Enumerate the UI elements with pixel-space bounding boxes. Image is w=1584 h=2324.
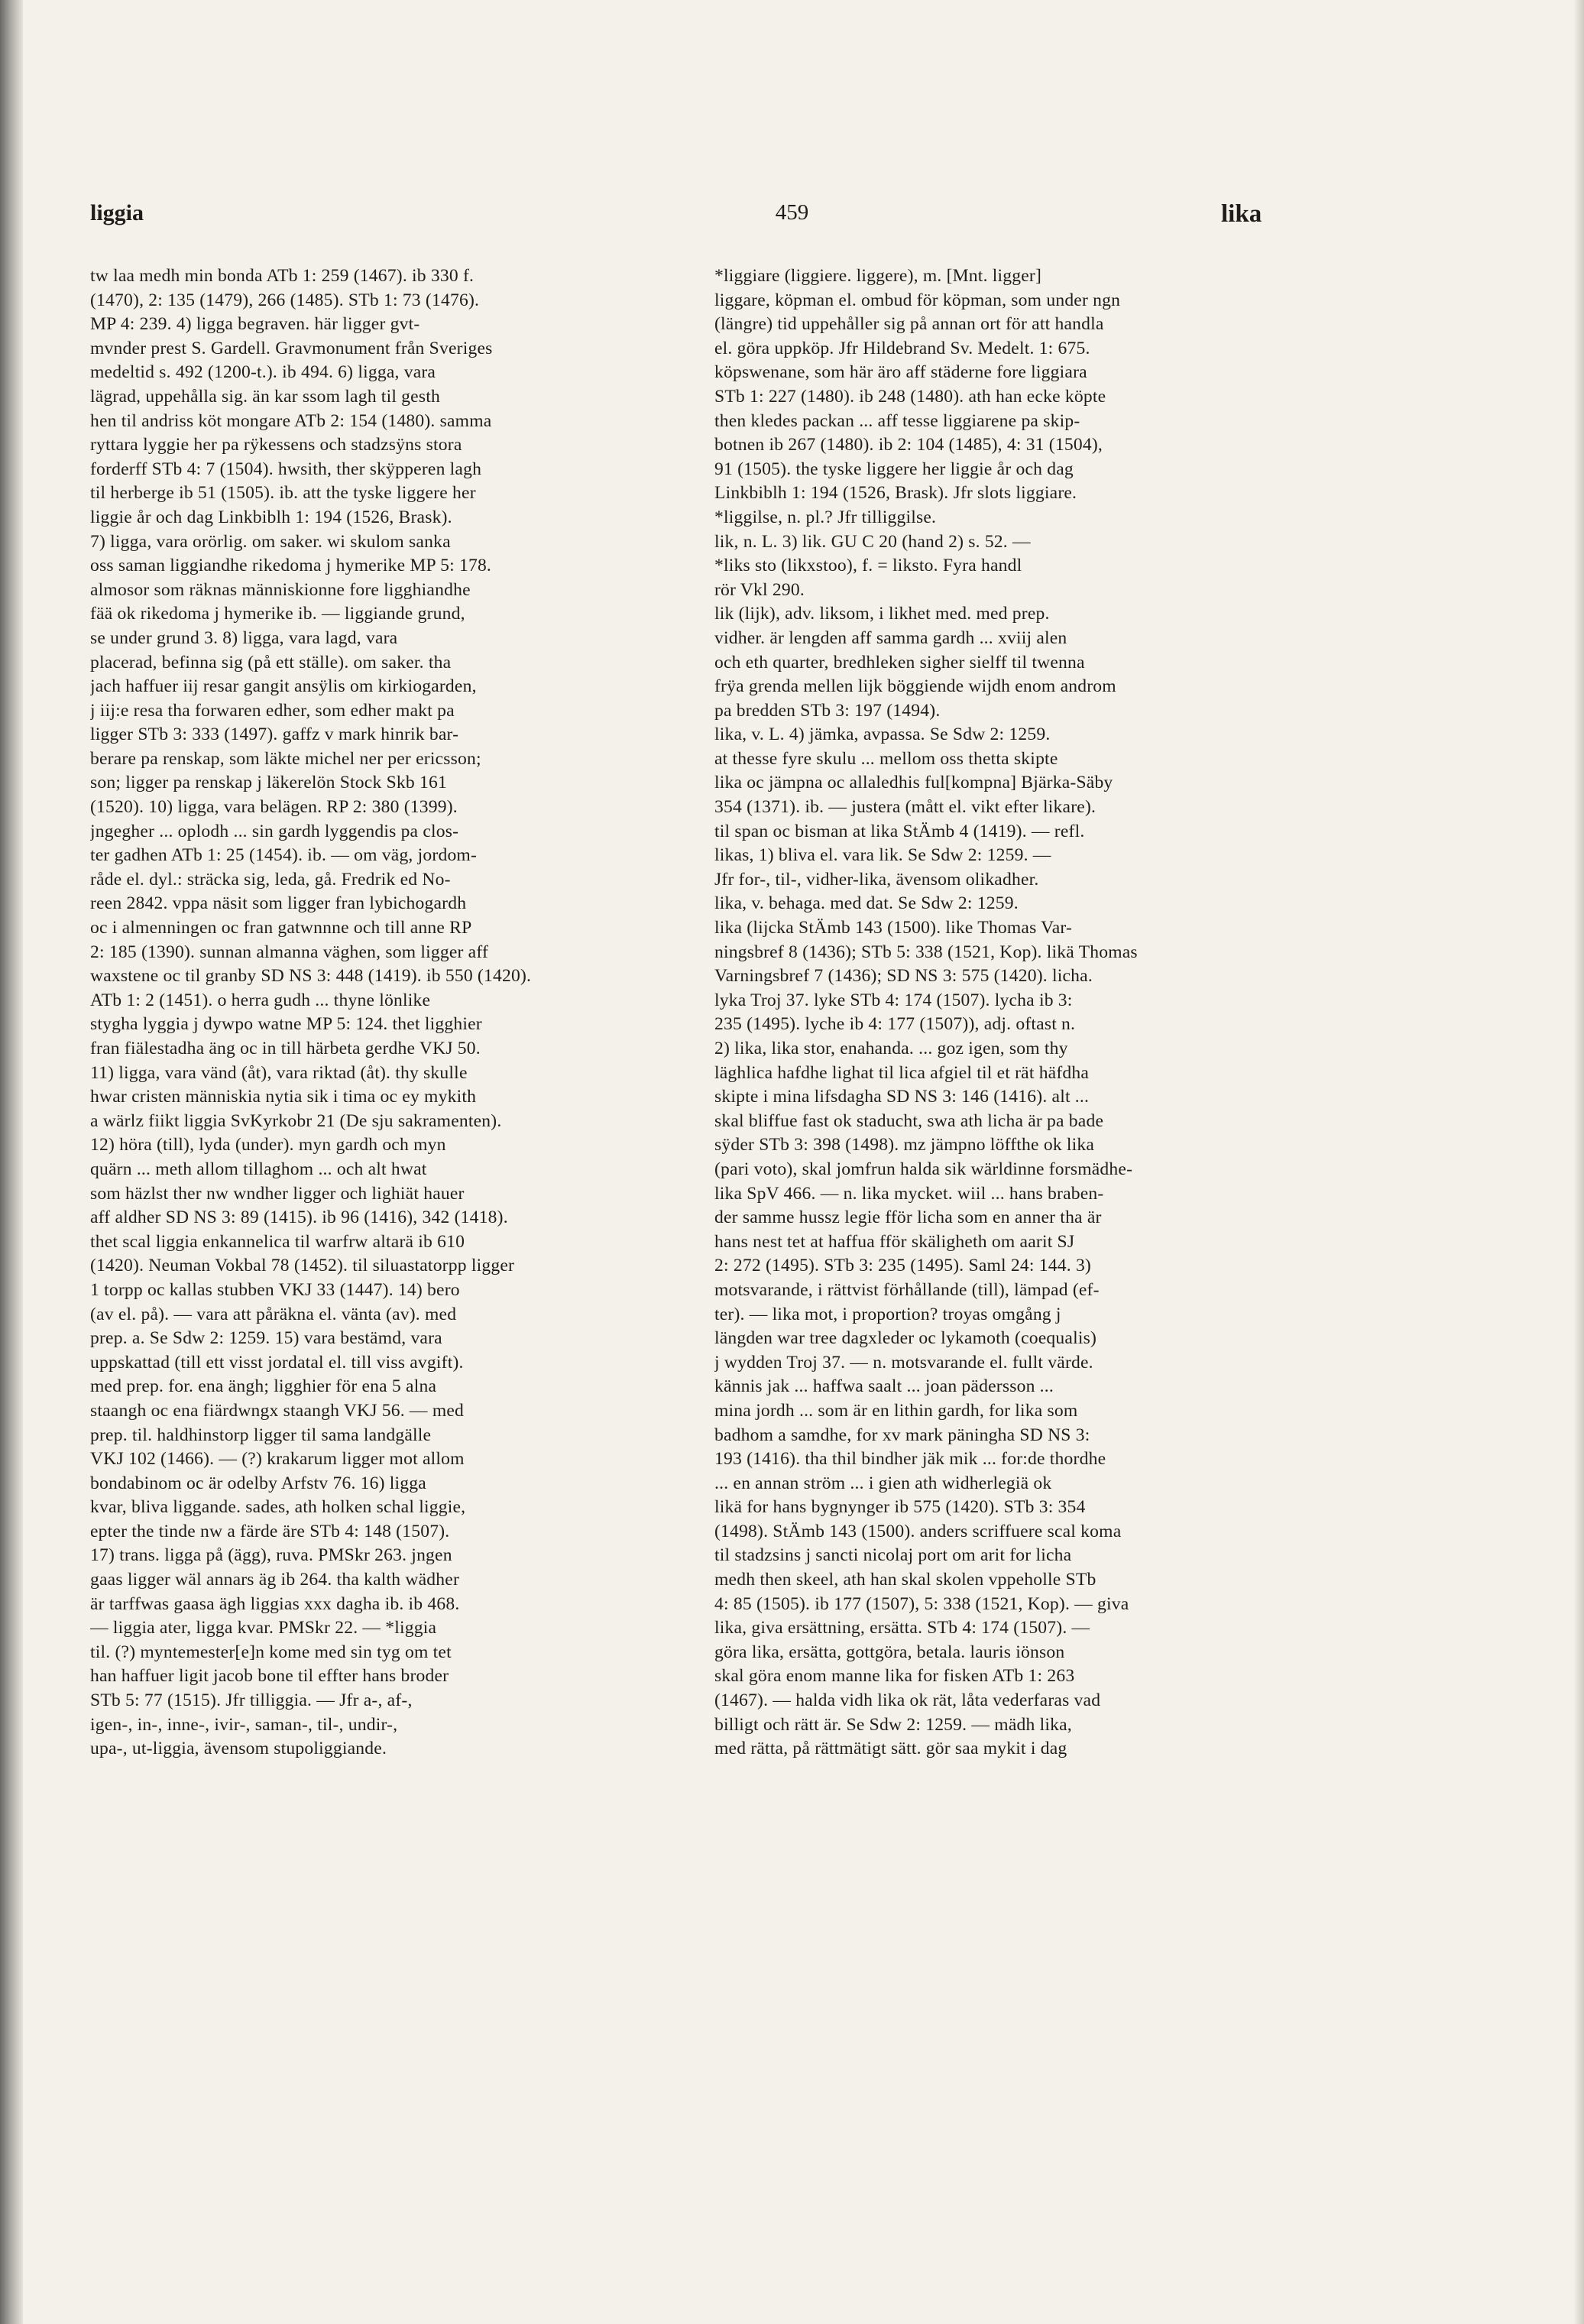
dictionary-text-line: läghlica hafdhe lighat til lica afgiel til et rät häfdha <box>714 1062 1090 1083</box>
dictionary-text-line: lik, n. L. 3) lik. GU C 20 (hand 2) s. 52. — <box>714 531 1031 552</box>
dictionary-text-line: ... en annan ström ... i gien ath widherlegiä ok <box>714 1473 1052 1493</box>
dictionary-text-line: berare pa renskap, som läkte michel ner per ericsson; <box>90 748 481 769</box>
dictionary-text-line: oc i almenningen oc fran gatwnnne och till anne RP <box>90 918 472 938</box>
dictionary-text-line: *liks sto (likxstoo), f. = liksto. Fyra handl <box>714 556 1022 576</box>
dictionary-text-line: frÿa grenda mellen lijk böggiende wijdh enom androm <box>714 676 1116 697</box>
dictionary-text-line: prep. a. Se Sdw 2: 1259. 15) vara bestämd, vara <box>90 1328 442 1349</box>
dictionary-text-line: waxstene oc til granby SD NS 3: 448 (1419). ib 550 (1420). <box>90 966 532 987</box>
dictionary-text-line: jngegher ... oplodh ... sin gardh lyggendis pa clos- <box>90 821 459 841</box>
dictionary-text-line: se under grund 3. 8) ligga, vara lagd, vara <box>90 627 398 648</box>
dictionary-text-line: botnen ib 267 (1480). ib 2: 104 (1485), 4: 31 (1504), <box>714 435 1103 455</box>
dictionary-text-line: med rätta, på rättmätigt sätt. gör saa mykit i dag <box>714 1739 1067 1759</box>
dictionary-text-line: stygha lyggia j dywpo watne MP 5: 124. thet ligghier <box>90 1014 482 1035</box>
dictionary-text-line: hwar cristen människia nytia sik i tima oc ey mykith <box>90 1087 477 1107</box>
dictionary-text-line: ter). — lika mot, i proportion? troyas omgång j <box>714 1304 1061 1324</box>
dictionary-text-line: uppskattad (till ett visst jordatal el. till viss avgift). <box>90 1352 464 1373</box>
dictionary-text-line: upa-, ut-liggia, ävensom stupoliggiande. <box>90 1739 387 1759</box>
dictionary-text-line: jach haffuer iij resar gangit ansÿlis om kirkiogarden, <box>90 676 477 697</box>
dictionary-text-line: likas, 1) bliva el. vara lik. Se Sdw 2: 1259. — <box>714 845 1051 866</box>
left-column <box>90 264 679 1762</box>
dictionary-text-line: skal bliffue fast ok staducht, swa ath licha är pa bade <box>714 1110 1104 1131</box>
dictionary-text-line: skipte i mina lifsdagha SD NS 3: 146 (1416). alt ... <box>714 1087 1090 1107</box>
dictionary-text-line: vidher. är lengden aff samma gardh ... xviij alen <box>714 627 1067 648</box>
dictionary-text-line: skal göra enom manne lika for fisken ATb 1: 263 <box>714 1666 1075 1687</box>
dictionary-text-line: badhom a samdhe, for xv mark päningha SD NS 3: <box>714 1425 1090 1445</box>
dictionary-text-line: Linkbiblh 1: 194 (1526, Brask). Jfr slots liggiare. <box>714 483 1077 504</box>
dictionary-text-line: til. (?) myntemester[e]n kome med sin tyg om tet <box>90 1642 452 1662</box>
dictionary-text-line: then kledes packan ... aff tesse liggiarene pa skip- <box>714 410 1080 431</box>
dictionary-text-line: tw laa medh min bonda ATb 1: 259 (1467). ib 330 f. <box>90 266 475 286</box>
dictionary-text-line: 193 (1416). tha thil bindher jäk mik ... for:de thordhe <box>714 1449 1106 1470</box>
dictionary-text-line: placerad, befinna sig (på ett ställe). om saker. tha <box>90 652 452 673</box>
dictionary-text-line: medeltid s. 492 (1200-t.). ib 494. 6) ligga, vara <box>90 362 436 383</box>
dictionary-text-line: *liggiare (liggiere. liggere), m. [Mnt. ligger] <box>714 266 1042 286</box>
dictionary-text-line: ryttara lyggie her pa rÿkessens och stadzsÿns stora <box>90 435 462 455</box>
dictionary-text-line: (1470), 2: 135 (1479), 266 (1485). STb 1: 73 (1476). <box>90 290 480 310</box>
dictionary-text-line: (1467). — halda vidh lika ok rät, låta vederfaras vad <box>714 1690 1101 1711</box>
dictionary-text-line: 354 (1371). ib. — justera (mått el. vikt efter likare). <box>714 797 1096 818</box>
dictionary-text-line: Jfr for-, til-, vidher-lika, ävensom olikadher. <box>714 869 1039 890</box>
dictionary-text-line: likä for hans bygnynger ib 575 (1420). STb 3: 354 <box>714 1497 1086 1518</box>
dictionary-text-line: och eth quarter, bredhleken sigher sielff til twenna <box>714 652 1085 673</box>
dictionary-text-line: kvar, bliva liggande. sades, ath holken schal liggie, <box>90 1497 466 1518</box>
dictionary-text-line: lika SpV 466. — n. lika mycket. wiil ... hans braben- <box>714 1183 1104 1204</box>
dictionary-text-line: prep. til. haldhinstorp ligger til sama landgälle <box>90 1425 432 1445</box>
dictionary-text-line: a wärlz fiikt liggia SvKyrkobr 21 (De sju sakramenten). <box>90 1110 502 1131</box>
dictionary-text-line: til stadzsins j sancti nicolaj port om arit for licha <box>714 1545 1072 1566</box>
dictionary-text-line: lika, v. L. 4) jämka, avpassa. Se Sdw 2: 1259. <box>714 724 1051 745</box>
dictionary-text-line: råde el. dyl.: sträcka sig, leda, gå. Fredrik ed No- <box>90 869 451 890</box>
dictionary-text-line: lägrad, uppehålla sig. än kar ssom lagh til gesth <box>90 386 440 407</box>
dictionary-text-line: quärn ... meth allom tillaghom ... och alt hwat <box>90 1159 427 1179</box>
dictionary-text-line: 2) lika, lika stor, enahanda. ... goz igen, som thy <box>714 1039 1068 1058</box>
dictionary-text-line: — liggia ater, ligga kvar. PMSkr 22. — *liggia <box>90 1618 437 1638</box>
dictionary-text-line: pa bredden STb 3: 197 (1494). <box>714 700 941 721</box>
dictionary-text-line: mvnder prest S. Gardell. Gravmonument från Sveriges <box>90 338 493 358</box>
dictionary-text-line: igen-, in-, inne-, ivir-, saman-, til-, undir-, <box>90 1714 398 1735</box>
dictionary-text-line: aff aldher SD NS 3: 89 (1415). ib 96 (1416), 342 (1418). <box>90 1207 508 1228</box>
dictionary-text-line: (av el. på). — vara att påräkna el. vänta (av). med <box>90 1304 457 1324</box>
dictionary-text-line: lika, v. behaga. med dat. Se Sdw 2: 1259. <box>714 893 1019 914</box>
dictionary-text-line: gaas ligger wäl annars äg ib 264. tha kalth wädher <box>90 1570 460 1590</box>
left-guide-word: liggia <box>90 200 144 225</box>
dictionary-text-line: lika, giva ersättning, ersätta. STb 4: 174 (1507). — <box>714 1618 1090 1638</box>
dictionary-text-line: der samme hussz legie fför licha som en anner tha är <box>714 1207 1102 1228</box>
dictionary-text-line: el. göra uppköp. Jfr Hildebrand Sv. Medelt. 1: 675. <box>714 338 1090 358</box>
dictionary-text-line: oss saman liggiandhe rikedoma j hymerike MP 5: 178. <box>90 556 492 576</box>
dictionary-text-line: reen 2842. vppa näsit som ligger fran lybichogardh <box>90 893 467 914</box>
dictionary-text-line: at thesse fyre skulu ... mellom oss thetta skipte <box>714 748 1058 769</box>
dictionary-text-line: 91 (1505). the tyske liggere her liggie år och dag <box>714 459 1074 479</box>
scan-page-edge <box>0 0 23 2324</box>
dictionary-text-line: staangh oc ena fiärdwngx staangh VKJ 56. — med <box>90 1400 465 1421</box>
dictionary-text-line: j iij:e resa tha forwaren edher, som edher makt pa <box>90 700 455 721</box>
dictionary-text-line: medh then skeel, ath han skal skolen vppeholle STb <box>714 1570 1096 1590</box>
dictionary-text-line: billigt och rätt är. Se Sdw 2: 1259. — mädh lika, <box>714 1714 1072 1735</box>
dictionary-text-line: lyka Troj 37. lyke STb 4: 174 (1507). lycha ib 3: <box>714 990 1073 1010</box>
dictionary-text-line: är tarffwas gaasa ägh liggias xxx dagha ib. ib 468. <box>90 1593 460 1614</box>
dictionary-text-line: til herberge ib 51 (1505). ib. att the tyske liggere her <box>90 483 476 504</box>
dictionary-text-line: med prep. for. ena ängh; ligghier för ena 5 alna <box>90 1376 437 1397</box>
dictionary-text-line: (1520). 10) ligga, vara belägen. RP 2: 380 (1399). <box>90 797 458 818</box>
dictionary-text-line: hans nest tet at haffua fför skäligheth om aarit SJ <box>714 1231 1075 1252</box>
dictionary-text-line: rör Vkl 290. <box>714 579 805 600</box>
right-guide-word: lika <box>1221 200 1262 228</box>
dictionary-text-line: kännis jak ... haffwa saalt ... joan pädersson ... <box>714 1376 1054 1397</box>
dictionary-text-line: sÿder STb 3: 398 (1498). mz jämpno löffthe ok lika <box>714 1135 1095 1156</box>
dictionary-text-line: (pari voto), skal jomfrun halda sik wärldinne forsmädhe- <box>714 1159 1133 1179</box>
dictionary-text-line: ATb 1: 2 (1451). o herra gudh ... thyne lönlike <box>90 990 431 1010</box>
dictionary-text-line: längden war tree dagxleder oc lykamoth (coequalis) <box>714 1328 1097 1349</box>
dictionary-text-line: hen til andriss köt mongare ATb 2: 154 (1480). samma <box>90 410 492 431</box>
dictionary-text-line: lika (lijcka StÄmb 143 (1500). like Thomas Var- <box>714 918 1073 938</box>
dictionary-text-line: bondabinom oc är odelby Arfstv 76. 16) ligga <box>90 1473 426 1493</box>
dictionary-text-line: 11) ligga, vara vänd (åt), vara riktad (åt). thy skulle <box>90 1062 468 1083</box>
dictionary-text-line: VKJ 102 (1466). — (?) krakarum ligger mot allom <box>90 1449 465 1470</box>
dictionary-text-line: ningsbref 8 (1436); STb 5: 338 (1521, Kop). likä Thomas <box>714 942 1138 962</box>
dictionary-text-line: Varningsbref 7 (1436); SD NS 3: 575 (1420). licha. <box>714 966 1093 987</box>
dictionary-text-line: fää ok rikedoma j hymerike ib. — liggiande grund, <box>90 604 465 624</box>
dictionary-text-line: 2: 272 (1495). STb 3: 235 (1495). Saml 24: 144. 3) <box>714 1256 1091 1276</box>
dictionary-text-line: thet scal liggia enkannelica til warfrw altarä ib 610 <box>90 1231 465 1252</box>
dictionary-text-line: ligger STb 3: 333 (1497). gaffz v mark hinrik bar- <box>90 724 459 745</box>
dictionary-text-line: fran fiälestadha äng oc in till härbeta gerdhe VKJ 50. <box>90 1039 481 1058</box>
dictionary-text-line: 12) höra (till), lyda (under). myn gardh och myn <box>90 1135 446 1156</box>
dictionary-text-line: motsvarande, i rättvist förhållande (till), lämpad (ef- <box>714 1279 1100 1300</box>
dictionary-text-line: STb 5: 77 (1515). Jfr tilliggia. — Jfr a-, af-, <box>90 1690 413 1711</box>
dictionary-text-line: ter gadhen ATb 1: 25 (1454). ib. — om väg, jordom- <box>90 845 478 866</box>
dictionary-text-line: 4: 85 (1505). ib 177 (1507), 5: 338 (1521, Kop). — giva <box>714 1593 1129 1614</box>
scan-page-edge-right <box>1573 0 1584 2324</box>
dictionary-text-line: son; ligger pa renskap j läkerelön Stock Skb 161 <box>90 773 447 793</box>
dictionary-text-line: MP 4: 239. 4) ligga begraven. här ligger gvt- <box>90 314 420 335</box>
dictionary-text-line: göra lika, ersätta, gottgöra, betala. lauris iönson <box>714 1642 1065 1662</box>
dictionary-text-line: han haffuer ligit jacob bone til effter hans broder <box>90 1666 449 1687</box>
dictionary-text-line: lika oc jämpna oc allaledhis ful[kompna] Bjärka-Säby <box>714 773 1113 793</box>
right-column <box>714 264 1303 1762</box>
page-header <box>0 200 1584 231</box>
dictionary-text-line: *liggilse, n. pl.? Jfr tilliggilse. <box>714 507 937 527</box>
dictionary-text-line: 2: 185 (1390). sunnan almanna väghen, som ligger aff <box>90 942 489 962</box>
dictionary-text-line: 1 torpp oc kallas stubben VKJ 33 (1447). 14) bero <box>90 1279 460 1300</box>
dictionary-text-line: 235 (1495). lyche ib 4: 177 (1507)), adj. oftast n. <box>714 1014 1076 1035</box>
dictionary-text-line: lik (lijk), adv. liksom, i likhet med. med prep. <box>714 604 1050 624</box>
dictionary-text-line: STb 1: 227 (1480). ib 248 (1480). ath han ecke köpte <box>714 386 1106 407</box>
dictionary-text-line: liggie år och dag Linkbiblh 1: 194 (1526, Brask). <box>90 507 452 527</box>
dictionary-text-line: 17) trans. ligga på (ägg), ruva. PMSkr 263. jngen <box>90 1545 452 1566</box>
dictionary-text-line: liggare, köpman el. ombud för köpman, som under ngn <box>714 290 1121 310</box>
dictionary-text-line: (1420). Neuman Vokbal 78 (1452). til siluastatorpp ligger <box>90 1256 515 1276</box>
dictionary-text-line: (1498). StÄmb 143 (1500). anders scriffuere scal koma <box>714 1521 1122 1541</box>
dictionary-text-line: forderff STb 4: 7 (1504). hwsith, ther skÿpperen lagh <box>90 459 482 479</box>
dictionary-text-line: köpswenane, som här äro aff städerne fore liggiara <box>714 362 1087 383</box>
dictionary-text-line: som häzlst ther nw wndher ligger och lighiät hauer <box>90 1183 465 1204</box>
dictionary-text-line: 7) ligga, vara orörlig. om saker. wi skulom sanka <box>90 531 451 552</box>
dictionary-text-line: (längre) tid uppehåller sig på annan ort för att handla <box>714 314 1104 335</box>
dictionary-text-line: mina jordh ... som är en lithin gardh, for lika som <box>714 1400 1078 1421</box>
dictionary-text-line: til span oc bisman at lika StÄmb 4 (1419). — refl. <box>714 821 1085 841</box>
dictionary-text-line: almosor som räknas människionne fore ligghiandhe <box>90 579 471 600</box>
dictionary-text-line: j wydden Troj 37. — n. motsvarande el. fullt värde. <box>714 1352 1093 1373</box>
dictionary-text-line: epter the tinde nw a färde äre STb 4: 148 (1507). <box>90 1521 450 1541</box>
page-number: 459 <box>775 200 809 225</box>
